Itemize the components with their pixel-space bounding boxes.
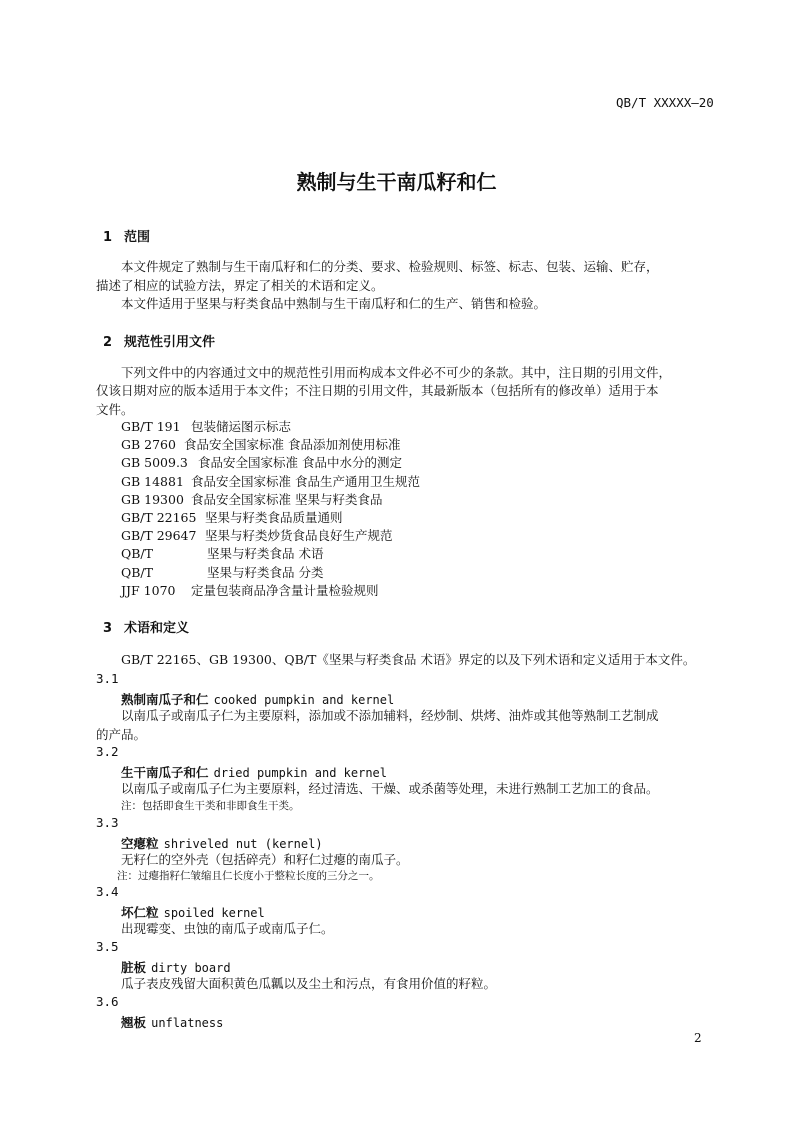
term-heading bbox=[121, 689, 394, 708]
term-heading bbox=[121, 902, 265, 921]
term-number: 3.4 bbox=[96, 884, 119, 899]
term-chinese: 翘板 bbox=[121, 1015, 147, 1030]
term-chinese: 熟制南瓜子和仁 bbox=[121, 692, 209, 707]
term-definition: 无籽仁的空外壳（包括碎壳）和籽仁过瘪的南瓜子。 bbox=[121, 852, 409, 867]
reference-code: QB/T bbox=[121, 564, 153, 580]
reference-code: QB/T bbox=[121, 546, 153, 562]
term-chinese: 空瘪粒 bbox=[121, 836, 159, 851]
term-number: 3.3 bbox=[96, 815, 119, 830]
paragraph: 描述了相应的试验方法，界定了相关的术语和定义。 bbox=[96, 278, 384, 293]
term-definition: 瓜子表皮残留大面积黄色瓜瓤以及尘土和污点，有食用价值的籽粒。 bbox=[121, 976, 497, 991]
term-definition: 出现霉变、虫蚀的南瓜子或南瓜子仁。 bbox=[121, 921, 334, 936]
term-number: 3.5 bbox=[96, 939, 119, 954]
term-number: 3.2 bbox=[96, 744, 119, 759]
page-title: 熟制与生干南瓜籽和仁 bbox=[296, 170, 497, 194]
reference-title: 包装储运图示标志 bbox=[191, 419, 292, 434]
reference-title: 食品安全国家标准 食品中水分的测定 bbox=[198, 455, 402, 471]
section-number: 2 bbox=[103, 335, 113, 350]
reference-code: GB 5009.3 bbox=[121, 455, 188, 471]
term-number: 3.6 bbox=[96, 994, 119, 1009]
term-chinese: 生干南瓜子和仁 bbox=[121, 765, 209, 780]
section-title: 术语和定义 bbox=[124, 621, 190, 636]
paragraph: 仅该日期对应的版本适用于本文件；不注日期的引用文件，其最新版本（包括所有的修改单）适用于本 bbox=[96, 383, 659, 398]
reference-title: 坚果与籽类食品质量通则 bbox=[205, 510, 343, 525]
reference-code: JJF 1070 bbox=[121, 582, 176, 598]
term-note: 注：过瘪指籽仁皱缩且仁长度小于整粒长度的三分之一。 bbox=[117, 870, 380, 882]
paragraph: 本文件适用于坚果与籽类食品中熟制与生干南瓜籽和仁的生产、销售和检验。 bbox=[121, 296, 547, 311]
section-number: 3 bbox=[103, 621, 113, 636]
term-definition-cont: 的产品。 bbox=[96, 727, 147, 742]
term-english: dried pumpkin and kernel bbox=[213, 766, 387, 780]
section-2-heading bbox=[103, 331, 215, 350]
term-english: unflatness bbox=[151, 1016, 224, 1030]
term-chinese: 脏板 bbox=[121, 960, 147, 975]
page-number: 2 bbox=[694, 1031, 702, 1045]
reference-code: GB/T 22165 bbox=[121, 510, 197, 525]
section-title: 规范性引用文件 bbox=[124, 335, 216, 350]
paragraph: 本文件规定了熟制与生干南瓜籽和仁的分类、要求、检验规则、标签、标志、包装、运输、贮存， bbox=[121, 259, 659, 274]
header-code: QB/T XXXXX—20 bbox=[616, 95, 714, 110]
reference-title: 坚果与籽类食品 术语 bbox=[207, 546, 324, 562]
reference-code: GB 19300 bbox=[121, 491, 184, 507]
reference-code: GB 14881 bbox=[121, 473, 184, 489]
term-english: shriveled nut (kernel) bbox=[163, 837, 323, 851]
section-1-heading bbox=[103, 226, 150, 245]
section-title: 范围 bbox=[124, 230, 151, 245]
term-heading bbox=[121, 1012, 223, 1031]
term-english: cooked pumpkin and kernel bbox=[213, 693, 395, 707]
reference-title: 食品安全国家标准 食品生产通用卫生规范 bbox=[191, 473, 420, 489]
term-heading bbox=[121, 833, 323, 852]
term-heading bbox=[121, 762, 387, 781]
term-english: dirty board bbox=[151, 961, 231, 975]
reference-code: GB/T 191 bbox=[121, 419, 181, 434]
section-3-heading bbox=[103, 617, 189, 636]
term-chinese: 坏仁粒 bbox=[121, 905, 159, 920]
reference-title: 食品安全国家标准 坚果与籽类食品 bbox=[191, 491, 383, 507]
term-english: spoiled kernel bbox=[163, 906, 265, 920]
reference-code: GB/T 29647 bbox=[121, 528, 197, 544]
paragraph: GB/T 22165、GB 19300、QB/T《坚果与籽类食品 术语》界定的以及下列术语和定义适用于本文件。 bbox=[121, 652, 696, 667]
paragraph: 文件。 bbox=[96, 402, 134, 417]
reference-title: 坚果与籽类食品 分类 bbox=[207, 564, 324, 580]
paragraph: 下列文件中的内容通过文中的规范性引用而构成本文件必不可少的条款。其中，注日期的引用文件， bbox=[121, 365, 672, 380]
reference-title: 食品安全国家标准 食品添加剂使用标准 bbox=[184, 437, 401, 453]
term-heading bbox=[121, 957, 231, 976]
term-definition: 以南瓜子或南瓜子仁为主要原料，经过清选、干燥、或杀菌等处理，未进行熟制工艺加工的食品。 bbox=[121, 781, 659, 796]
reference-title: 坚果与籽类炒货食品良好生产规范 bbox=[205, 528, 393, 544]
reference-title: 定量包装商品净含量计量检验规则 bbox=[191, 582, 379, 598]
reference-code: GB 2760 bbox=[121, 437, 176, 453]
section-number: 1 bbox=[103, 230, 113, 245]
term-definition: 以南瓜子或南瓜子仁为主要原料，添加或不添加辅料，经炒制、烘烤、油炸或其他等熟制工艺制成 bbox=[121, 708, 659, 723]
term-number: 3.1 bbox=[96, 671, 119, 686]
term-note: 注：包括即食生干类和非即食生干类。 bbox=[121, 800, 300, 812]
